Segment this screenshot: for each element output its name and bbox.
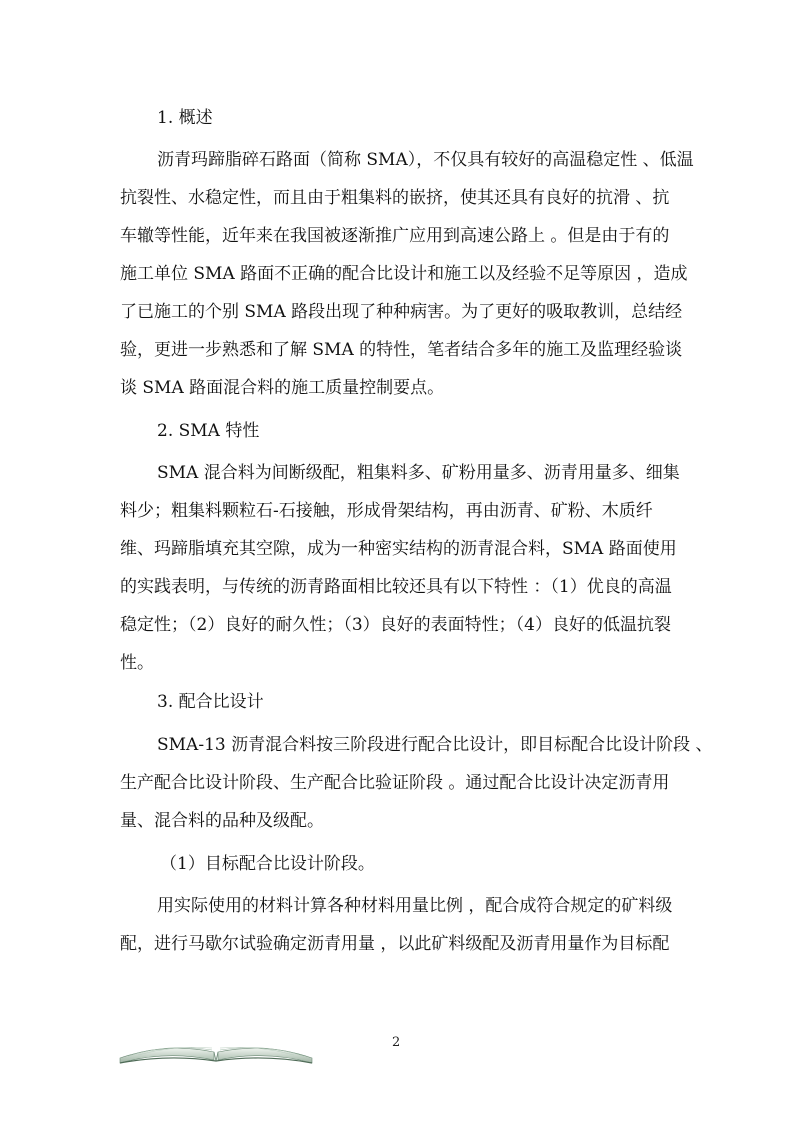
paragraph-line: 量、混合料的品种及级配。 [120, 811, 324, 831]
page-number: 2 [392, 1035, 401, 1050]
paragraph-line: 配，进行马歇尔试验确定沥青用量 ，以此矿料级配及沥青用量作为目标配 [120, 934, 670, 954]
paragraph-line: 料少；粗集料颗粒石-石接触，形成骨架结构，再由沥青、矿粉、木质纤 [120, 501, 653, 521]
paragraph-line: 生产配合比设计阶段、生产配合比验证阶段 。通过配合比设计决定沥青用 [120, 773, 670, 793]
paragraph-line: 谈 SMA 路面混合料的施工质量控制要点。 [120, 378, 445, 398]
paragraph-line: 验，更进一步熟悉和了解 SMA 的特性，笔者结合多年的施工及监理经验谈 [120, 340, 683, 360]
paragraph-line: 维、玛蹄脂填充其空隙，成为一种密实结构的沥青混合料，SMA 路面使用 [120, 539, 677, 559]
paragraph-line: 抗裂性、水稳定性，而且由于粗集料的嵌挤，使其还具有良好的抗滑 、抗 [120, 188, 670, 208]
heading-mix-design: 3. 配合比设计 [157, 692, 264, 712]
paragraph-line: 稳定性；（2）良好的耐久性；（3）良好的表面特性；（4）良好的低温抗裂 [120, 615, 671, 635]
paragraph-line: 施工单位 SMA 路面不正确的配合比设计和施工以及经验不足等原因 ，造成 [120, 264, 688, 284]
paragraph-line: 了已施工的个别 SMA 路段出现了种种病害。为了更好的吸取教训，总结经 [120, 302, 683, 322]
paragraph-line: 性。 [120, 653, 154, 673]
paragraph-line: 的实践表明，与传统的沥青路面相比较还具有以下特性 ：（1）优良的高温 [120, 577, 672, 597]
paragraph-line: SMA 混合料为间断级配，粗集料多、矿粉用量多、沥青用量多、细集 [157, 463, 680, 483]
paragraph-line: 车辙等性能，近年来在我国被逐渐推广应用到高速公路上 。但是由于有的 [120, 226, 670, 246]
heading-overview: 1. 概述 [157, 108, 213, 128]
paragraph-line: 沥青玛蹄脂碎石路面（简称 SMA），不仅具有较好的高温稳定性 、低温 [157, 150, 694, 170]
paragraph-line: 用实际使用的材料计算各种材料用量比例 ，配合成符合规定的矿料级 [157, 896, 673, 916]
subheading-target-mix: （1）目标配合比设计阶段。 [160, 854, 375, 874]
paragraph-line: SMA-13 沥青混合料按三阶段进行配合比设计，即目标配合比设计阶段 、 [157, 735, 713, 755]
heading-sma-properties: 2. SMA 特性 [157, 421, 260, 441]
open-book-icon [118, 1030, 314, 1064]
